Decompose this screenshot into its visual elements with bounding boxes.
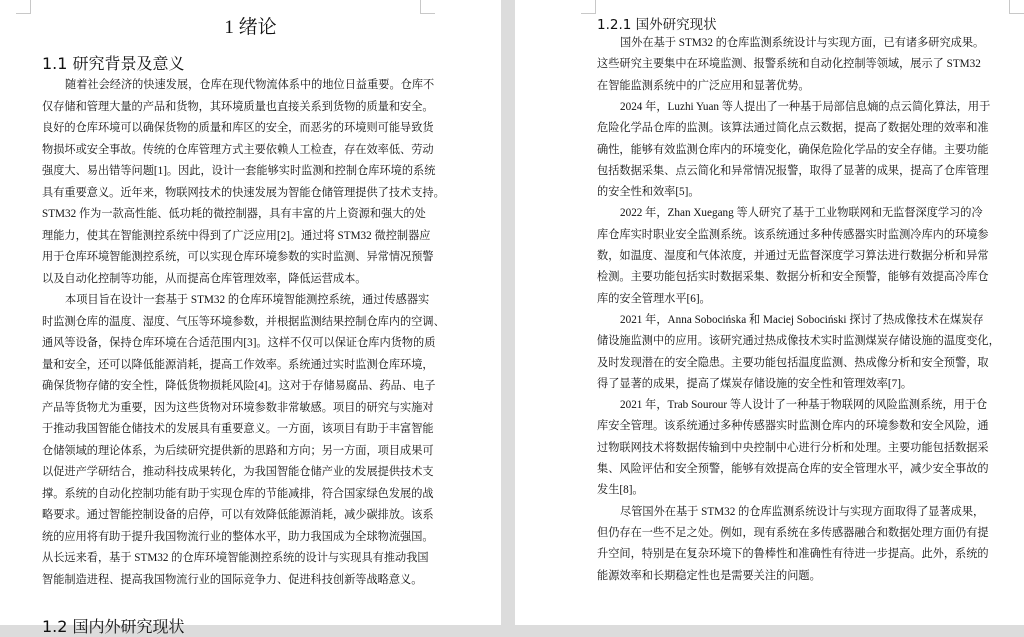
paragraph-line: 仅存储和管理大量的产品和货物，其环境质量也直接关系到货物的质量和安全。 — [42, 100, 434, 113]
paragraph-line: 量和安全，还可以降低能源消耗，提高工作效率。系统通过实时监测仓库环境， — [42, 358, 434, 371]
paragraph-line: 升空间，特别是在复杂环境下的鲁棒性和准确性有待进一步提高。此外，系统的 — [597, 548, 989, 561]
paragraph-line: 时监测仓库的温度、湿度、气压等环境参数，并根据监测结果控制仓库内的空调、 — [42, 315, 445, 328]
document-page-left — [0, 0, 501, 636]
paragraph-line: 从长远来看，基于 STM32 的仓库环境智能测控系统的设计与实现具有推动我国 — [42, 552, 429, 564]
paragraph-line: 集、风险评估和安全预警，能够有效提高仓库的安全管理水平，减少安全事故的 — [597, 463, 989, 475]
paragraph-line: 以及自动化控制等功能，从而提高仓库管理效率，降低运营成本。 — [42, 272, 367, 285]
subsection-heading: 1.2.1 国外研究现状 — [597, 17, 717, 33]
paragraph-line: 库安全管理。该系统通过多种传感器实时监测仓库内的环境参数和安全风险，通 — [597, 420, 989, 433]
paragraph-line: 确性，能够有效监测仓库内的环境变化，确保危险化学品的安全存储。主要功能 — [597, 143, 989, 156]
next-section-heading: 1.2 国内外研究现状 — [42, 617, 185, 636]
paragraph-line: 发生[8]。 — [597, 484, 644, 497]
paragraph-line: 数，如温度、湿度和气体浓度，并通过无监督深度学习算法进行数据分析和异常 — [597, 250, 989, 262]
paragraph-line: 能源效率和长期稳定性也是需要关注的问题。 — [597, 569, 821, 582]
document-page-right — [515, 0, 1024, 625]
paragraph-line: 仓储领域的理论体系，为后续研究提供新的思路和方向；另一方面，项目成果可 — [42, 444, 434, 457]
paragraph-line: 随着社会经济的快速发展，仓库在现代物流体系中的地位日益重要。仓库不 — [65, 79, 435, 91]
paragraph-line: 强度大、易出错等问题[1]。因此，设计一套能够实时监测和控制仓库环境的系统 — [42, 165, 436, 177]
paragraph-line: 库的安全管理水平[6]。 — [597, 292, 711, 305]
paragraph-line: 2024 年，Luzhi Yuan 等人提出了一种基于局部信息熵的点云简化算法，用于 — [620, 100, 991, 113]
paragraph-line: 产品等货物尤为重要，因为这些货物对环境参数非常敏感。项目的研究与实施对 — [42, 401, 434, 414]
paragraph-line: 物损坏或安全事故。传统的仓库管理方式主要依赖人工检查，存在效率低、劳动 — [42, 143, 434, 156]
paragraph-line: 具有重要意义。近年来，物联网技术的快速发展为智能仓储管理提供了技术支持。 — [42, 186, 445, 199]
paragraph-line: 国外在基于 STM32 的仓库监测系统设计与实现方面，已有诸多研究成果。 — [620, 37, 985, 49]
paragraph-line: 通风等设备，保持仓库环境在合适范围内[3]。这样不仅可以保证仓库内货物的质 — [42, 337, 436, 349]
paragraph-line: 于推动我国智能仓储技术的发展具有重要意义。一方面，该项目有助于丰富智能 — [42, 423, 434, 435]
paragraph-line: 本项目旨在设计一套基于 STM32 的仓库环境智能测控系统，通过传感器实 — [65, 294, 430, 306]
paragraph-line: 以促进产学研结合，推动科技成果转化，为我国智能仓储产业的发展提供技术支 — [42, 466, 434, 478]
paragraph-line: 智能制造进程、提高我国物流行业的国际竞争力、促进科技创新等战略意义。 — [42, 573, 423, 586]
paragraph-line: 及时发现潜在的安全隐患。主要功能包括温度监测、热成像分析和安全预警，取 — [597, 356, 989, 369]
paragraph-line: 2022 年，Zhan Xuegang 等人研究了基于工业物联网和无监督深度学习的冷 — [620, 207, 983, 220]
paragraph-line: 略要求。通过智能控制设备的启停，可以有效降低能源消耗，减少碳排放。该系 — [42, 509, 434, 521]
paragraph-line: 库仓库实时职业安全监测系统。该系统通过多种传感器实时监测冷库内的环境参 — [597, 228, 989, 241]
paragraph-line: 但仍存在一些不足之处。例如，现有系统在多传感器融合和数据处理方面仍有提 — [597, 526, 989, 539]
chapter-title: 1 绪论 — [224, 17, 277, 38]
paragraph-line: 尽管国外在基于 STM32 的仓库监测系统设计与实现方面取得了显著成果， — [620, 505, 985, 518]
paragraph-line: 2021 年，Anna Sobocińska 和 Maciej Sobociński 探讨了热成像技术在煤炭存 — [620, 313, 984, 326]
paragraph-line: 2021 年，Trab Sourour 等人设计了一种基于物联网的风险监测系统，用于仓 — [620, 399, 988, 412]
paragraph-line: 用于仓库环境智能测控系统，可以实现仓库环境参数的实时监测、异常情况预警 — [42, 251, 434, 263]
paragraph-line: STM32 作为一款高性能、低功耗的微控制器，具有丰富的片上资源和强大的处 — [42, 208, 426, 220]
paragraph-line: 这些研究主要集中在环境监测、报警系统和自动化控制等领域，展示了 STM32 — [597, 58, 981, 71]
paragraph-line: 过物联网技术将数据传输到中央控制中心进行分析和处理。主要功能包括数据采 — [597, 441, 989, 454]
paragraph-line: 检测。主要功能包括实时数据采集、数据分析和安全预警，能够有效提高冷库仓 — [597, 271, 989, 284]
paragraph-line: 统的应用将有助于提升我国物流行业的整体水平，助力我国成为全球物流强国。 — [42, 530, 434, 543]
page-corner-mark — [1009, 0, 1024, 14]
page-corner-mark — [581, 0, 596, 14]
paragraph-line: 撑。系统的自动化控制功能有助于实现仓库的节能减排，符合国家绿色发展的战 — [42, 487, 434, 500]
paragraph-line: 良好的仓库环境可以确保货物的质量和库区的安全，而恶劣的环境则可能导致货 — [42, 122, 434, 134]
paragraph-line: 危险化学品仓库的监测。该算法通过简化点云数据，提高了数据处理的效率和准 — [597, 122, 989, 135]
paragraph-line: 理能力，使其在智能测控系统中得到了广泛应用[2]。通过将 STM32 微控制器应 — [42, 229, 431, 242]
paragraph-line: 的安全性和效率[5]。 — [597, 186, 700, 199]
section-heading: 1.1 研究背景及意义 — [42, 54, 185, 73]
paragraph-line: 在智能监测系统中的广泛应用和显著优势。 — [597, 79, 810, 92]
paragraph-line: 包括数据采集、点云简化和异常情况报警，取得了显著的成果，提高了仓库管理 — [597, 164, 989, 177]
paragraph-line: 储设施监测中的应用。该研究通过热成像技术实时监测煤炭存储设施的温度变化， — [597, 335, 1000, 348]
paragraph-line: 得了显著的成果，提高了煤炭存储设施的安全性和管理效率[7]。 — [597, 377, 913, 390]
paragraph-line: 确保货物存储的安全性，降低货物损耗风险[4]。这对于存储易腐品、药品、电子 — [42, 380, 436, 392]
